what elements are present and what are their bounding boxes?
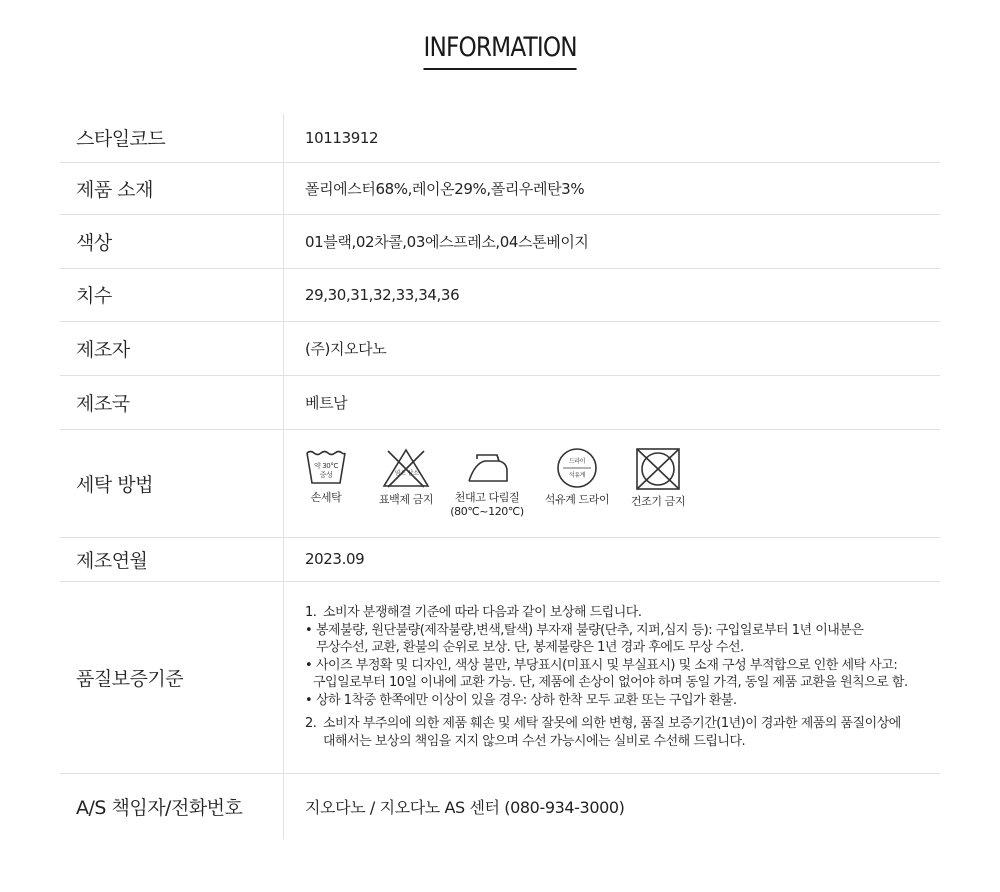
warranty-num: 1.	[305, 605, 317, 620]
row-label: A/S 책임자/전화번호	[60, 773, 284, 839]
row-label: 제조연월	[60, 537, 284, 581]
row-material	[60, 162, 940, 214]
warranty-text-line: 구입일로부터 10일 이내에 교환 가능. 단, 제품에 손상이 없어야 하며 동일 가격, 동일 제품 교환을 원칙으로 함.	[313, 675, 908, 690]
row-label: 제조국	[60, 375, 284, 429]
no-bleach-chlorine: 염소	[394, 470, 406, 477]
row-value: 폴리에스터68%,레이온29%,폴리우레탄3%	[305, 179, 585, 198]
hand-wash-temp: 약 30°C	[314, 462, 338, 470]
hand-wash-icon	[304, 447, 348, 487]
row-size	[60, 268, 940, 321]
warranty-text-line: 상하 1착중 한쪽에만 이상이 있을 경우: 상하 한착 모두 교환 또는 구입가 환불.	[316, 692, 737, 708]
dry-clean-petroleum: 석유계	[568, 472, 586, 479]
warranty-text-line: 사이즈 부정확 및 디자인, 색상 불만, 부당표시(미표시 및 부실표시) 및 소재 구성 부적합으로 인한 세탁 사고:	[316, 657, 898, 673]
bullet: •	[305, 657, 313, 673]
warranty-bullet-1	[305, 622, 940, 657]
row-care	[60, 429, 940, 537]
bullet: •	[305, 692, 313, 708]
care-label: 석유계 드라이	[544, 493, 610, 506]
warranty-text	[305, 604, 940, 750]
row-label: 제조자	[60, 321, 284, 375]
care-item-no-tumble-dry	[623, 447, 693, 509]
care-item-iron	[449, 447, 525, 519]
warranty-text-line: 봉제불량, 원단불량(제작불량,변색,탈색) 부자재 불량(단추, 지퍼,심지 등): 구입일로부터 1년 이내분은	[316, 622, 864, 638]
no-tumble-dry-icon	[635, 447, 681, 491]
no-bleach-icon	[381, 447, 431, 489]
row-as-contact	[60, 773, 940, 839]
warranty-item-1	[305, 604, 940, 622]
warranty-num: 2.	[305, 716, 317, 731]
row-style-code	[60, 114, 940, 162]
row-country	[60, 375, 940, 429]
title-wrap	[0, 30, 1000, 70]
row-manufacture-date	[60, 537, 940, 581]
iron-icon	[463, 447, 511, 487]
row-label: 제품 소재	[60, 162, 284, 214]
row-value: 29,30,31,32,33,34,36	[305, 285, 460, 304]
warranty-text-line: 무상수선, 교환, 환불의 순위로 보상. 단, 봉제불량은 1년 경과 후에도 무상 수선.	[316, 640, 744, 655]
warranty-bullet-3	[305, 692, 940, 710]
row-manufacturer	[60, 321, 940, 375]
dry-clean-dry: 드라이	[568, 458, 586, 465]
information-table	[60, 114, 940, 839]
care-label-line2: (80℃~120℃)	[450, 505, 524, 518]
warranty-text-line: 대해서는 보상의 책임을 지지 않으며 수선 가능시에는 실비로 수선해 드립니다.	[323, 733, 746, 749]
row-value: 10113912	[305, 128, 379, 147]
warranty-bullet-2	[305, 657, 940, 692]
row-value: 2023.09	[305, 550, 365, 568]
row-label: 품질보증기준	[60, 581, 284, 773]
row-label: 스타일코드	[60, 114, 284, 162]
care-item-no-bleach	[371, 447, 441, 507]
dry-clean-icon	[555, 447, 599, 489]
row-color	[60, 214, 940, 268]
row-warranty	[60, 581, 940, 773]
care-label: 손세탁	[310, 491, 342, 504]
care-label: 표백제 금지	[378, 493, 434, 506]
row-value: 01블랙,02차콜,03에스프레소,04스톤베이지	[305, 232, 589, 251]
care-item-hand-wash	[301, 447, 351, 505]
row-label: 색상	[60, 214, 284, 268]
row-value: 지오다노 / 지오다노 AS 센터 (080-934-3000)	[305, 797, 625, 817]
warranty-cell	[284, 581, 941, 773]
bullet: •	[305, 622, 313, 638]
no-bleach-oxygen: 산소	[407, 470, 419, 477]
warranty-item-2	[305, 715, 940, 750]
row-value: 베트남	[305, 393, 348, 412]
warranty-text-line: 소비자 부주의에 의한 제품 훼손 및 세탁 잘못에 의한 변형, 품질 보증기간(1년)이 경과한 제품의 품질이상에	[323, 716, 901, 731]
care-cell	[284, 429, 941, 537]
care-item-dry-clean	[537, 447, 617, 507]
hand-wash-neutral: 중성	[319, 471, 333, 479]
care-label-line1: 천대고 다림질	[454, 491, 520, 504]
care-label: 건조기 금지	[630, 495, 686, 508]
row-label: 치수	[60, 268, 284, 321]
row-label: 세탁 방법	[60, 429, 284, 537]
care-symbols	[305, 447, 940, 519]
warranty-text-line: 소비자 분쟁해결 기준에 따라 다음과 같이 보상해 드립니다.	[323, 605, 642, 620]
page-title: INFORMATION	[423, 30, 576, 70]
row-value: (주)지오다노	[305, 339, 387, 358]
